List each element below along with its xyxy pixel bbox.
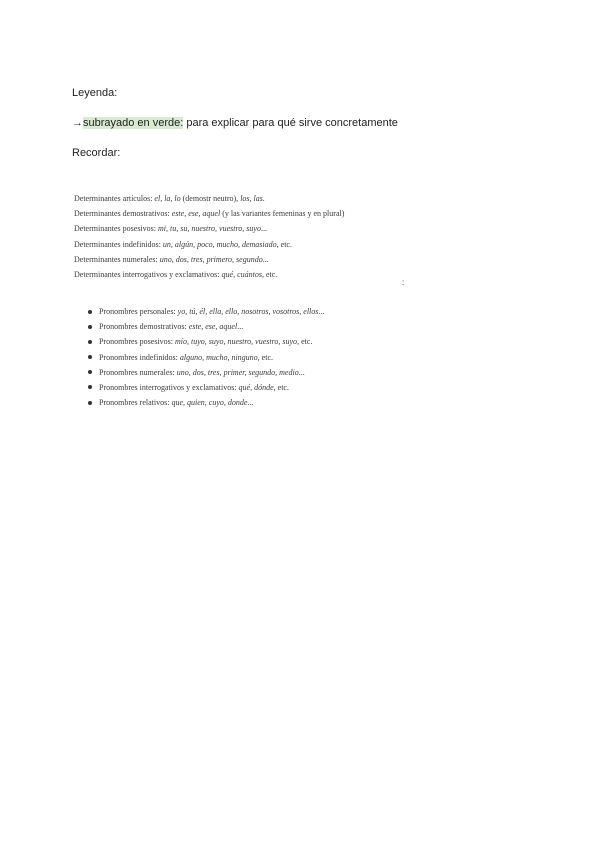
bullet-icon <box>88 370 92 374</box>
bullet-icon <box>88 401 92 405</box>
pronombre-list-item: Pronombres personales: yo, tú, él, ella, ello, nosotros, vosotros, ellos... <box>88 304 324 319</box>
stray-colon: : <box>402 278 405 287</box>
bullet-icon <box>88 325 92 329</box>
bullet-icon <box>88 385 92 389</box>
arrow-icon: → <box>72 117 83 129</box>
determinante-line: Determinantes posesivos: mi, tu, su, nuestro, vuestro, suyo... <box>74 224 267 234</box>
pronombres-list <box>88 304 324 410</box>
pronombre-list-item: Pronombres relativos: que, quien, cuyo, donde... <box>88 395 324 410</box>
determinante-line: Determinantes demostrativos: este, ese, aquel (y las variantes femeninas y en plural) <box>74 209 345 219</box>
pronombre-list-item: Pronombres interrogativos y exclamativos: qué, dónde, etc. <box>88 380 324 395</box>
pronombre-list-item: Pronombres indefinidos: alguno, mucho, ninguno, etc. <box>88 350 324 365</box>
determinante-line: Determinantes interrogativos y exclamativos: qué, cuántos, etc. <box>74 269 278 279</box>
legend-description: para explicar para qué sirve concretamente <box>183 117 398 129</box>
pronombre-list-item: Pronombres demostrativos: este, ese, aquel... <box>88 319 324 334</box>
bullet-icon <box>88 340 92 344</box>
determinantes-list <box>74 191 344 282</box>
legend-title: Leyenda: <box>72 87 118 99</box>
determinante-line: Determinantes artículos: el, la, lo (demostr neutro), los, las. <box>74 194 265 203</box>
determinante-line: Determinantes indefinidos: un, algún, poco, mucho, demasiado, etc. <box>74 239 292 249</box>
pronombre-list-item: Pronombres numerales: uno, dos, tres, primer, segundo, medio... <box>88 365 324 380</box>
bullet-icon <box>88 310 92 314</box>
bullet-icon <box>88 355 92 359</box>
recordar-title: Recordar: <box>72 147 121 159</box>
legend-line <box>72 117 398 129</box>
determinante-line: Determinantes numerales: uno, dos, tres, primero, segundo... <box>74 254 269 264</box>
green-highlight-text: subrayado en verde: <box>83 117 184 129</box>
pronombre-list-item: Pronombres posesivos: mío, tuyo, suyo, nuestro, vuestro, suyo, etc. <box>88 334 324 349</box>
